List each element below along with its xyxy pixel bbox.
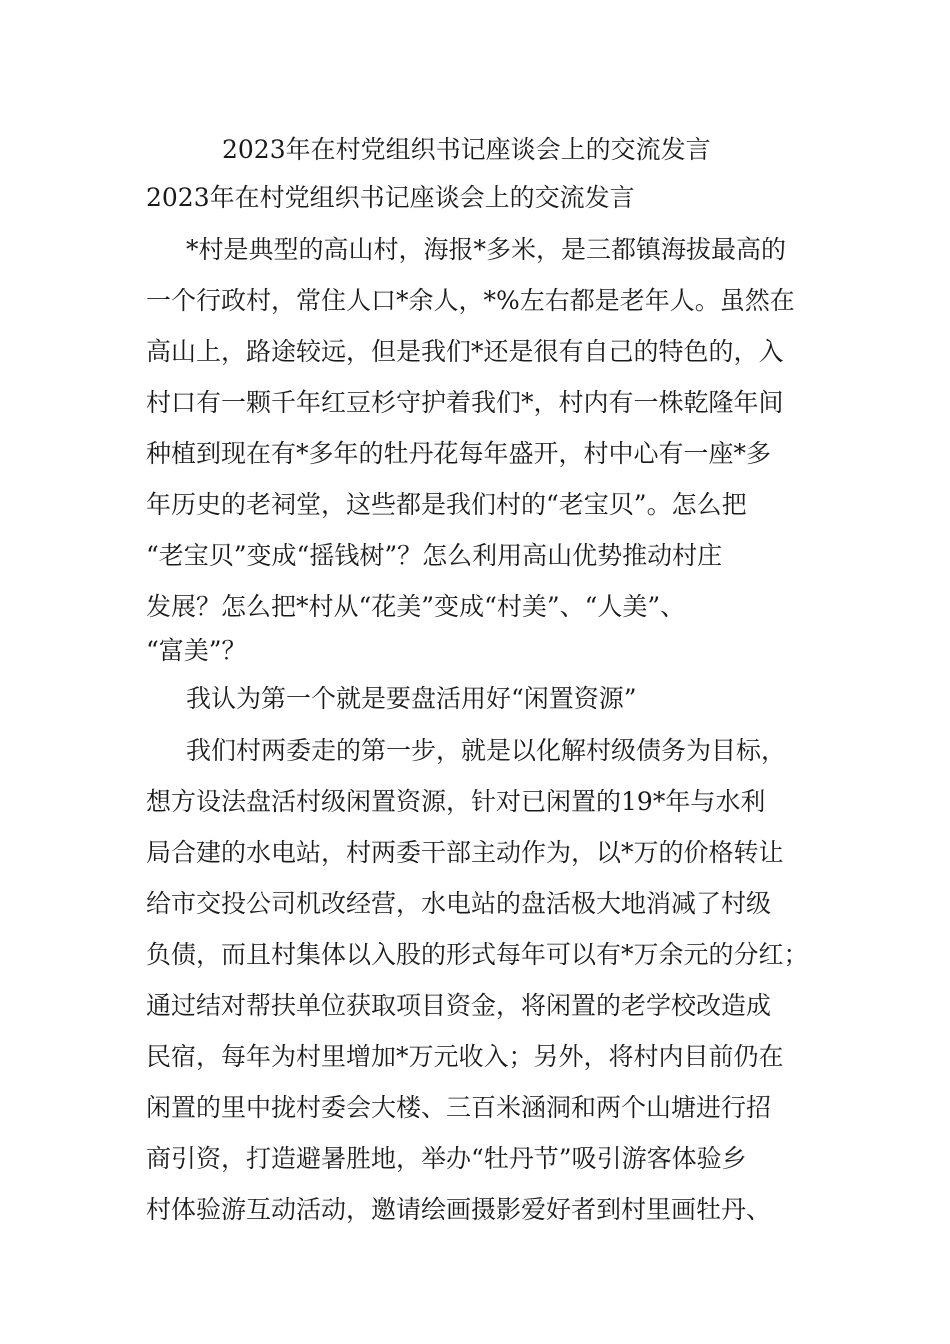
paragraph-1-line: *村是典型的高山村，海报*多米，是三都镇海拔最高的 bbox=[186, 235, 787, 264]
paragraph-2-line: 负债，而且村集体以入股的形式每年可以有*万余元的分红； bbox=[146, 940, 809, 969]
paragraph-1-line: 种植到现在有*多年的牡丹花每年盛开，村中心有一座*多 bbox=[146, 439, 772, 468]
paragraph-1-line: 一个行政村，常住人口*余人，*%左右都是老年人。虽然在 bbox=[146, 286, 795, 315]
document-title: 2023年在村党组织书记座谈会上的交流发言 bbox=[222, 135, 711, 164]
paragraph-2-line: 我们村两委走的第一步，就是以化解村级债务为目标， bbox=[186, 736, 787, 765]
paragraph-2-line: 给市交投公司机改经营，水电站的盘活极大地消减了村级 bbox=[146, 889, 772, 918]
paragraph-2-line: 闲置的里中拢村委会大楼、三百米涵洞和两个山塘进行招 bbox=[146, 1093, 772, 1122]
paragraph-1-line: 年历史的老祠堂，这些都是我们村的“老宝贝”。怎么把 bbox=[146, 490, 747, 519]
document-subtitle: 2023年在村党组织书记座谈会上的交流发言 bbox=[146, 183, 635, 212]
paragraph-2-line: 通过结对帮扶单位获取项目资金，将闲置的老学校改造成 bbox=[146, 991, 772, 1020]
paragraph-2-line: 商引资，打造避暑胜地，举办“牡丹节”吸引游客体验乡 bbox=[146, 1144, 747, 1173]
paragraph-2-line: 民宿，每年为村里增加*万元收入；另外，将村内目前仍在 bbox=[146, 1042, 784, 1071]
paragraph-1-line: 村口有一颗千年红豆杉守护着我们*，村内有一株乾隆年间 bbox=[146, 388, 784, 417]
paragraph-2-line: 局合建的水电站，村两委干部主动作为，以*万的价格转让 bbox=[146, 838, 784, 867]
paragraph-1-line: “富美”？ bbox=[146, 636, 247, 665]
paragraph-1-line: 高山上，路途较远，但是我们*还是很有自己的特色的，入 bbox=[146, 337, 784, 366]
section-heading: 我认为第一个就是要盘活用好“闲置资源” bbox=[186, 684, 637, 713]
paragraph-1-line: “老宝贝”变成“摇钱树”？怎么利用高山优势推动村庄 bbox=[146, 541, 723, 570]
paragraph-1-line: 发展？怎么把*村从“花美”变成“村美”、“人美”、 bbox=[146, 592, 686, 621]
paragraph-2-line: 想方设法盘活村级闲置资源，针对已闲置的19*年与水利 bbox=[146, 787, 766, 816]
paragraph-2-line: 村体验游互动活动，邀请绘画摄影爱好者到村里画牡丹、 bbox=[146, 1195, 772, 1224]
